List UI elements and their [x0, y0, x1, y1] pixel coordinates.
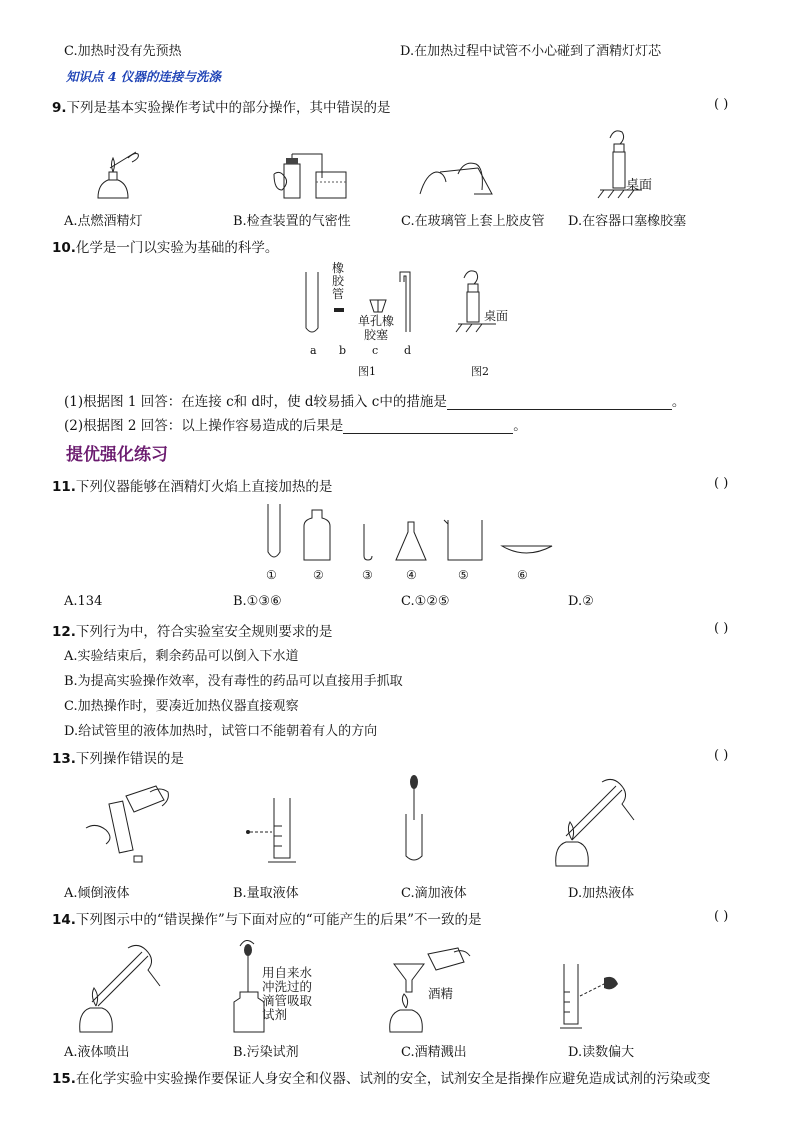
q13-option-d: D.加热液体	[568, 886, 635, 901]
fig2-desk-label: 桌面	[484, 309, 509, 323]
label-line: 试剂	[262, 1007, 288, 1022]
answer-blank[interactable]	[447, 395, 672, 410]
q12-option-b: B.为提高实验操作效率，没有毒性的药品可以直接用手抓取	[64, 674, 403, 689]
question-15-stem	[52, 1067, 742, 1087]
q14-option-c: C.酒精溅出	[401, 1045, 467, 1060]
section-heading: 知识点 4 仪器的连接与洗涤	[66, 69, 221, 84]
q13-option-c: C.滴加液体	[401, 886, 467, 901]
q11-option-a: A.134	[64, 594, 103, 609]
heat-liquid-figure	[546, 776, 646, 868]
question-12-stem	[52, 620, 332, 640]
question-14-stem	[52, 908, 482, 928]
question-text: 在化学实验中实验操作要保证人身安全和仪器、试剂的安全，试剂安全是指操作应避免造成试剂的污染或变	[75, 1071, 711, 1087]
desk-label: 桌面	[626, 178, 653, 193]
question-number: 15.	[52, 1071, 76, 1087]
q9-option-a: A.点燃酒精灯	[64, 214, 143, 229]
q14-option-a: A.液体喷出	[64, 1045, 130, 1060]
letter-a: a	[310, 344, 317, 357]
instrument-label-2: ②	[313, 568, 324, 582]
q11-option-c: C.①②⑤	[401, 594, 450, 609]
period: 。	[671, 394, 686, 410]
answer-bracket: ( )	[714, 476, 729, 491]
question-text: 下列是基本实验操作考试中的部分操作，其中错误的是	[66, 100, 391, 116]
question-number: 10.	[52, 240, 76, 256]
q10-part1	[64, 390, 685, 410]
fig2-caption: 图2	[471, 365, 489, 378]
letter-d: d	[404, 344, 412, 357]
label-line: 滴管吸取	[262, 993, 313, 1008]
question-text: 下列操作错误的是	[75, 751, 184, 767]
question-text: 化学是一门以实验为基础的科学。	[75, 240, 279, 256]
letter-c: c	[372, 344, 379, 357]
period: 。	[513, 418, 527, 434]
q9-option-d: D.在容器口塞橡胶塞	[568, 214, 687, 229]
q14-option-d: D.读数偏大	[568, 1045, 635, 1060]
q9-option-c: C.在玻璃管上套上胶皮管	[401, 214, 545, 229]
q12-option-a: A.实验结束后，剩余药品可以倒入下水道	[64, 649, 299, 664]
glass-tube-figure	[418, 158, 498, 198]
part1-text: (1)根据图 1 回答：在连接 c和 d时，使 d较易插入 c中的措施是	[64, 394, 447, 410]
instrument-label-1: ①	[266, 568, 277, 582]
pour-liquid-figure	[86, 782, 176, 864]
tap-water-label	[262, 966, 312, 1022]
answer-blank[interactable]	[343, 419, 513, 434]
answer-bracket: ( )	[714, 909, 729, 924]
q13-option-a: A.倾倒液体	[64, 886, 130, 901]
reading-figure	[560, 962, 630, 1034]
question-number: 13.	[52, 751, 76, 767]
answer-bracket: ( )	[714, 748, 729, 763]
question-text: 下列行为中，符合实验室安全规则要求的是	[75, 624, 333, 640]
q12-option-c: C.加热操作时，要凑近加热仪器直接观察	[64, 699, 299, 714]
letter-b: b	[339, 344, 347, 357]
question-text: 下列仪器能够在酒精灯火焰上直接加热的是	[75, 479, 333, 495]
stopper-label: 单孔橡胶塞	[358, 314, 395, 342]
alcohol-lamp-figure	[88, 148, 148, 200]
drop-liquid-figure	[402, 774, 432, 864]
question-10-stem	[52, 236, 278, 256]
alcohol-label: 酒精	[428, 986, 454, 1001]
question-11-stem	[52, 475, 332, 495]
answer-bracket: ( )	[714, 97, 729, 112]
rubber-tube-label: 橡胶管	[332, 261, 345, 301]
instrument-label-3: ③	[362, 568, 373, 582]
fig1-caption: 图1	[358, 365, 376, 378]
q14-option-b: B.污染试剂	[233, 1045, 299, 1060]
label-line: 冲洗过的	[262, 979, 313, 994]
question-text: 下列图示中的“错误操作”与下面对应的“可能产生的后果”不一致的是	[75, 912, 482, 928]
q11-option-b: B.①③⑥	[233, 594, 282, 609]
q8-option-c: C.加热时没有先预热	[64, 44, 182, 59]
fig2-stopper-figure	[456, 268, 526, 338]
question-number: 12.	[52, 624, 76, 640]
question-number: 11.	[52, 479, 76, 495]
label-line: 用自来水	[262, 965, 313, 980]
q9-option-b: B.检查装置的气密性	[233, 214, 351, 229]
measure-liquid-figure	[238, 796, 308, 866]
airtight-check-figure	[272, 152, 372, 202]
q11-option-d: D.②	[568, 594, 594, 609]
instrument-label-4: ④	[406, 568, 417, 582]
question-13-stem	[52, 747, 184, 767]
q8-option-d: D.在加热过程中试管不小心碰到了酒精灯灯芯	[400, 44, 662, 59]
answer-bracket: ( )	[714, 621, 729, 636]
spray-liquid-figure	[72, 940, 172, 1034]
question-9-stem	[52, 96, 391, 116]
q12-option-d: D.给试管里的液体加热时，试管口不能朝着有人的方向	[64, 724, 378, 739]
question-number: 14.	[52, 912, 76, 928]
practice-section-title: 提优强化练习	[66, 445, 168, 465]
part2-text: (2)根据图 2 回答：以上操作容易造成的后果是	[64, 418, 344, 434]
q11-instruments	[260, 502, 560, 564]
question-number: 9.	[52, 100, 67, 116]
instrument-label-6: ⑥	[517, 568, 528, 582]
q13-option-b: B.量取液体	[233, 886, 299, 901]
instrument-label-5: ⑤	[458, 568, 469, 582]
q10-part2	[64, 414, 527, 434]
